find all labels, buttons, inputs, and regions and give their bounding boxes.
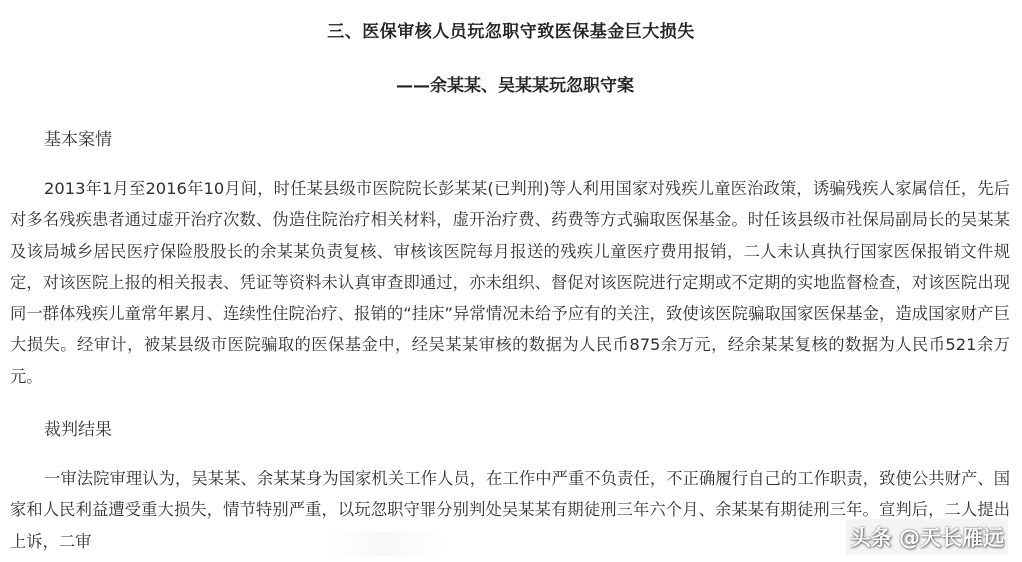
section-heading-verdict: 裁判结果 [44,420,112,440]
paragraph-verdict: 一审法院审理认为，吴某某、余某某身为国家机关工作人员，在工作中严重不负责任，不正确履行自己的工作职责，致使公共财产、国家和人民利益遭受重大损失，情节特别严重，以玩忽职守罪分别判处吴某某有期徒刑三年六个月、余某某有期徒刑三年。宣判后，二人提出上诉，二审 [10,469,1010,551]
watermark [846,519,1008,555]
blurred-text-overlay [305,532,465,556]
watermark-text: 头条 @天长雁远 [849,526,1004,550]
article-subtitle: ——余某某、吴某某玩忽职守案 [396,76,634,96]
paragraph-basic-facts: 2013年1月至2016年10月间，时任某县级市医院院长彭某某(已判刑)等人利用国家对残疾儿童医治政策，诱骗残疾人家属信任，先后对多名残疾患者通过虚开治疗次数、伪造住院治疗相关材料，虚开治疗费、药费等方式骗取医保基金。时任该县级市社保局副局长的吴某某及该局城乡居民医疗保险股股长的余某某负责复核、审核该医院每月报送的残疾儿童医疗费用报销，二人未认真执行国家医保报销文件规定，对该医院上报的相关报表、凭证等资料未认真审查即通过，亦未组织、督促对该医院进行定期或不定期的实地监督检查，对该医院出现同一群体残疾儿童常年累月、连续性住院治疗、报销的“挂床”异常情况未给予应有的关注，致使该医院骗取国家医保基金，造成国家财产巨大损失。经审计，被某县级市医院骗取的医保基金中，经吴某某审核的数据为人民币875余万元，经余某某复核的数据为人民币521余万元。 [10,179,1010,386]
section-heading-basic-facts: 基本案情 [44,130,112,150]
article-title: 三、医保审核人员玩忽职守致医保基金巨大损失 [327,22,695,42]
